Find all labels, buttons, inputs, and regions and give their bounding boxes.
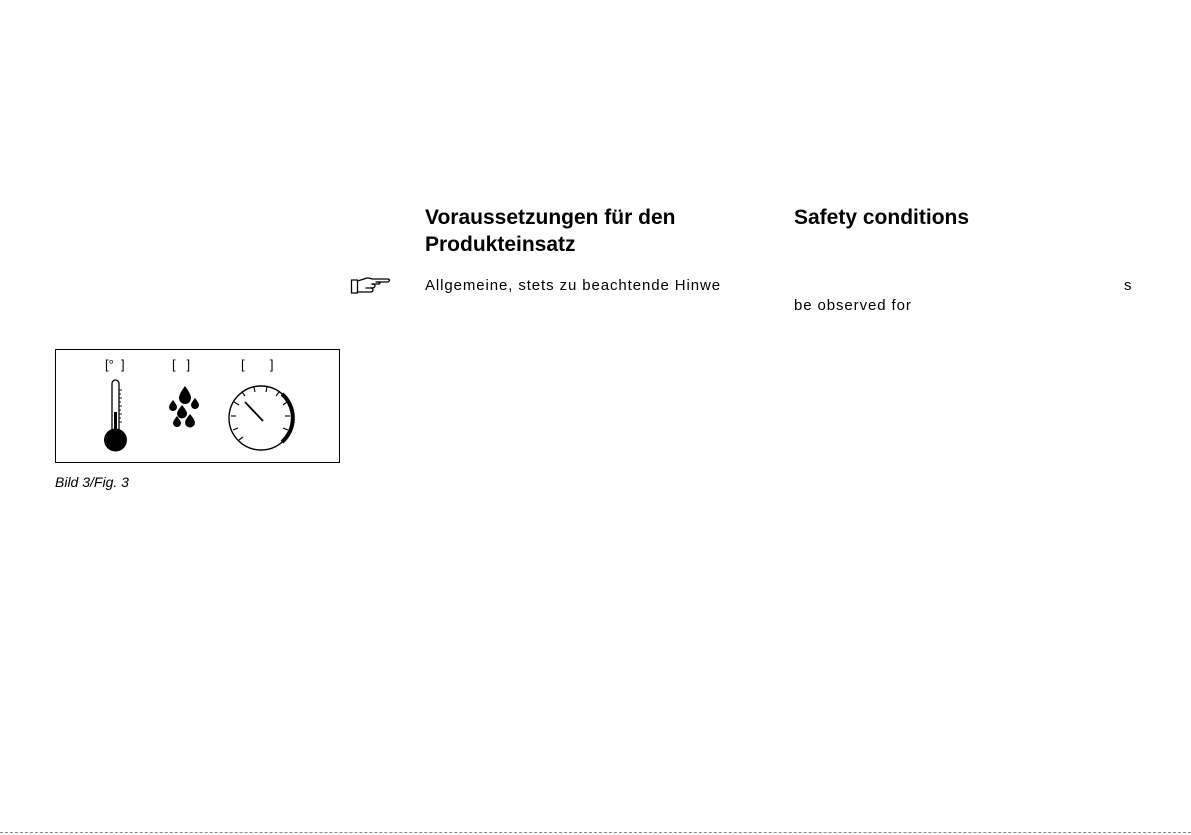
thermometer-icon <box>104 380 127 452</box>
figure-caption: Bild 3/Fig. 3 <box>55 474 129 490</box>
environment-conditions-illustration <box>56 350 341 464</box>
page-bottom-rule <box>0 832 1191 833</box>
german-section-heading: Voraussetzungen für den Produkteinsatz <box>425 206 676 256</box>
pressure-gauge-icon <box>229 386 293 450</box>
figure-3-frame <box>55 349 340 463</box>
english-section-heading: Safety conditions <box>794 206 970 229</box>
temperature-unit-label: [° ] <box>105 357 125 372</box>
english-body-text-line1-end: s <box>1124 277 1133 294</box>
german-body-text: Allgemeine, stets zu beachtende Hinwe <box>425 277 721 294</box>
pointing-hand-icon <box>350 275 400 297</box>
pressure-unit-label: [ ] <box>241 357 274 372</box>
english-body-text-line2: be observed for <box>794 297 912 314</box>
water-drops-icon <box>169 386 199 428</box>
humidity-unit-label: [ ] <box>172 357 191 372</box>
